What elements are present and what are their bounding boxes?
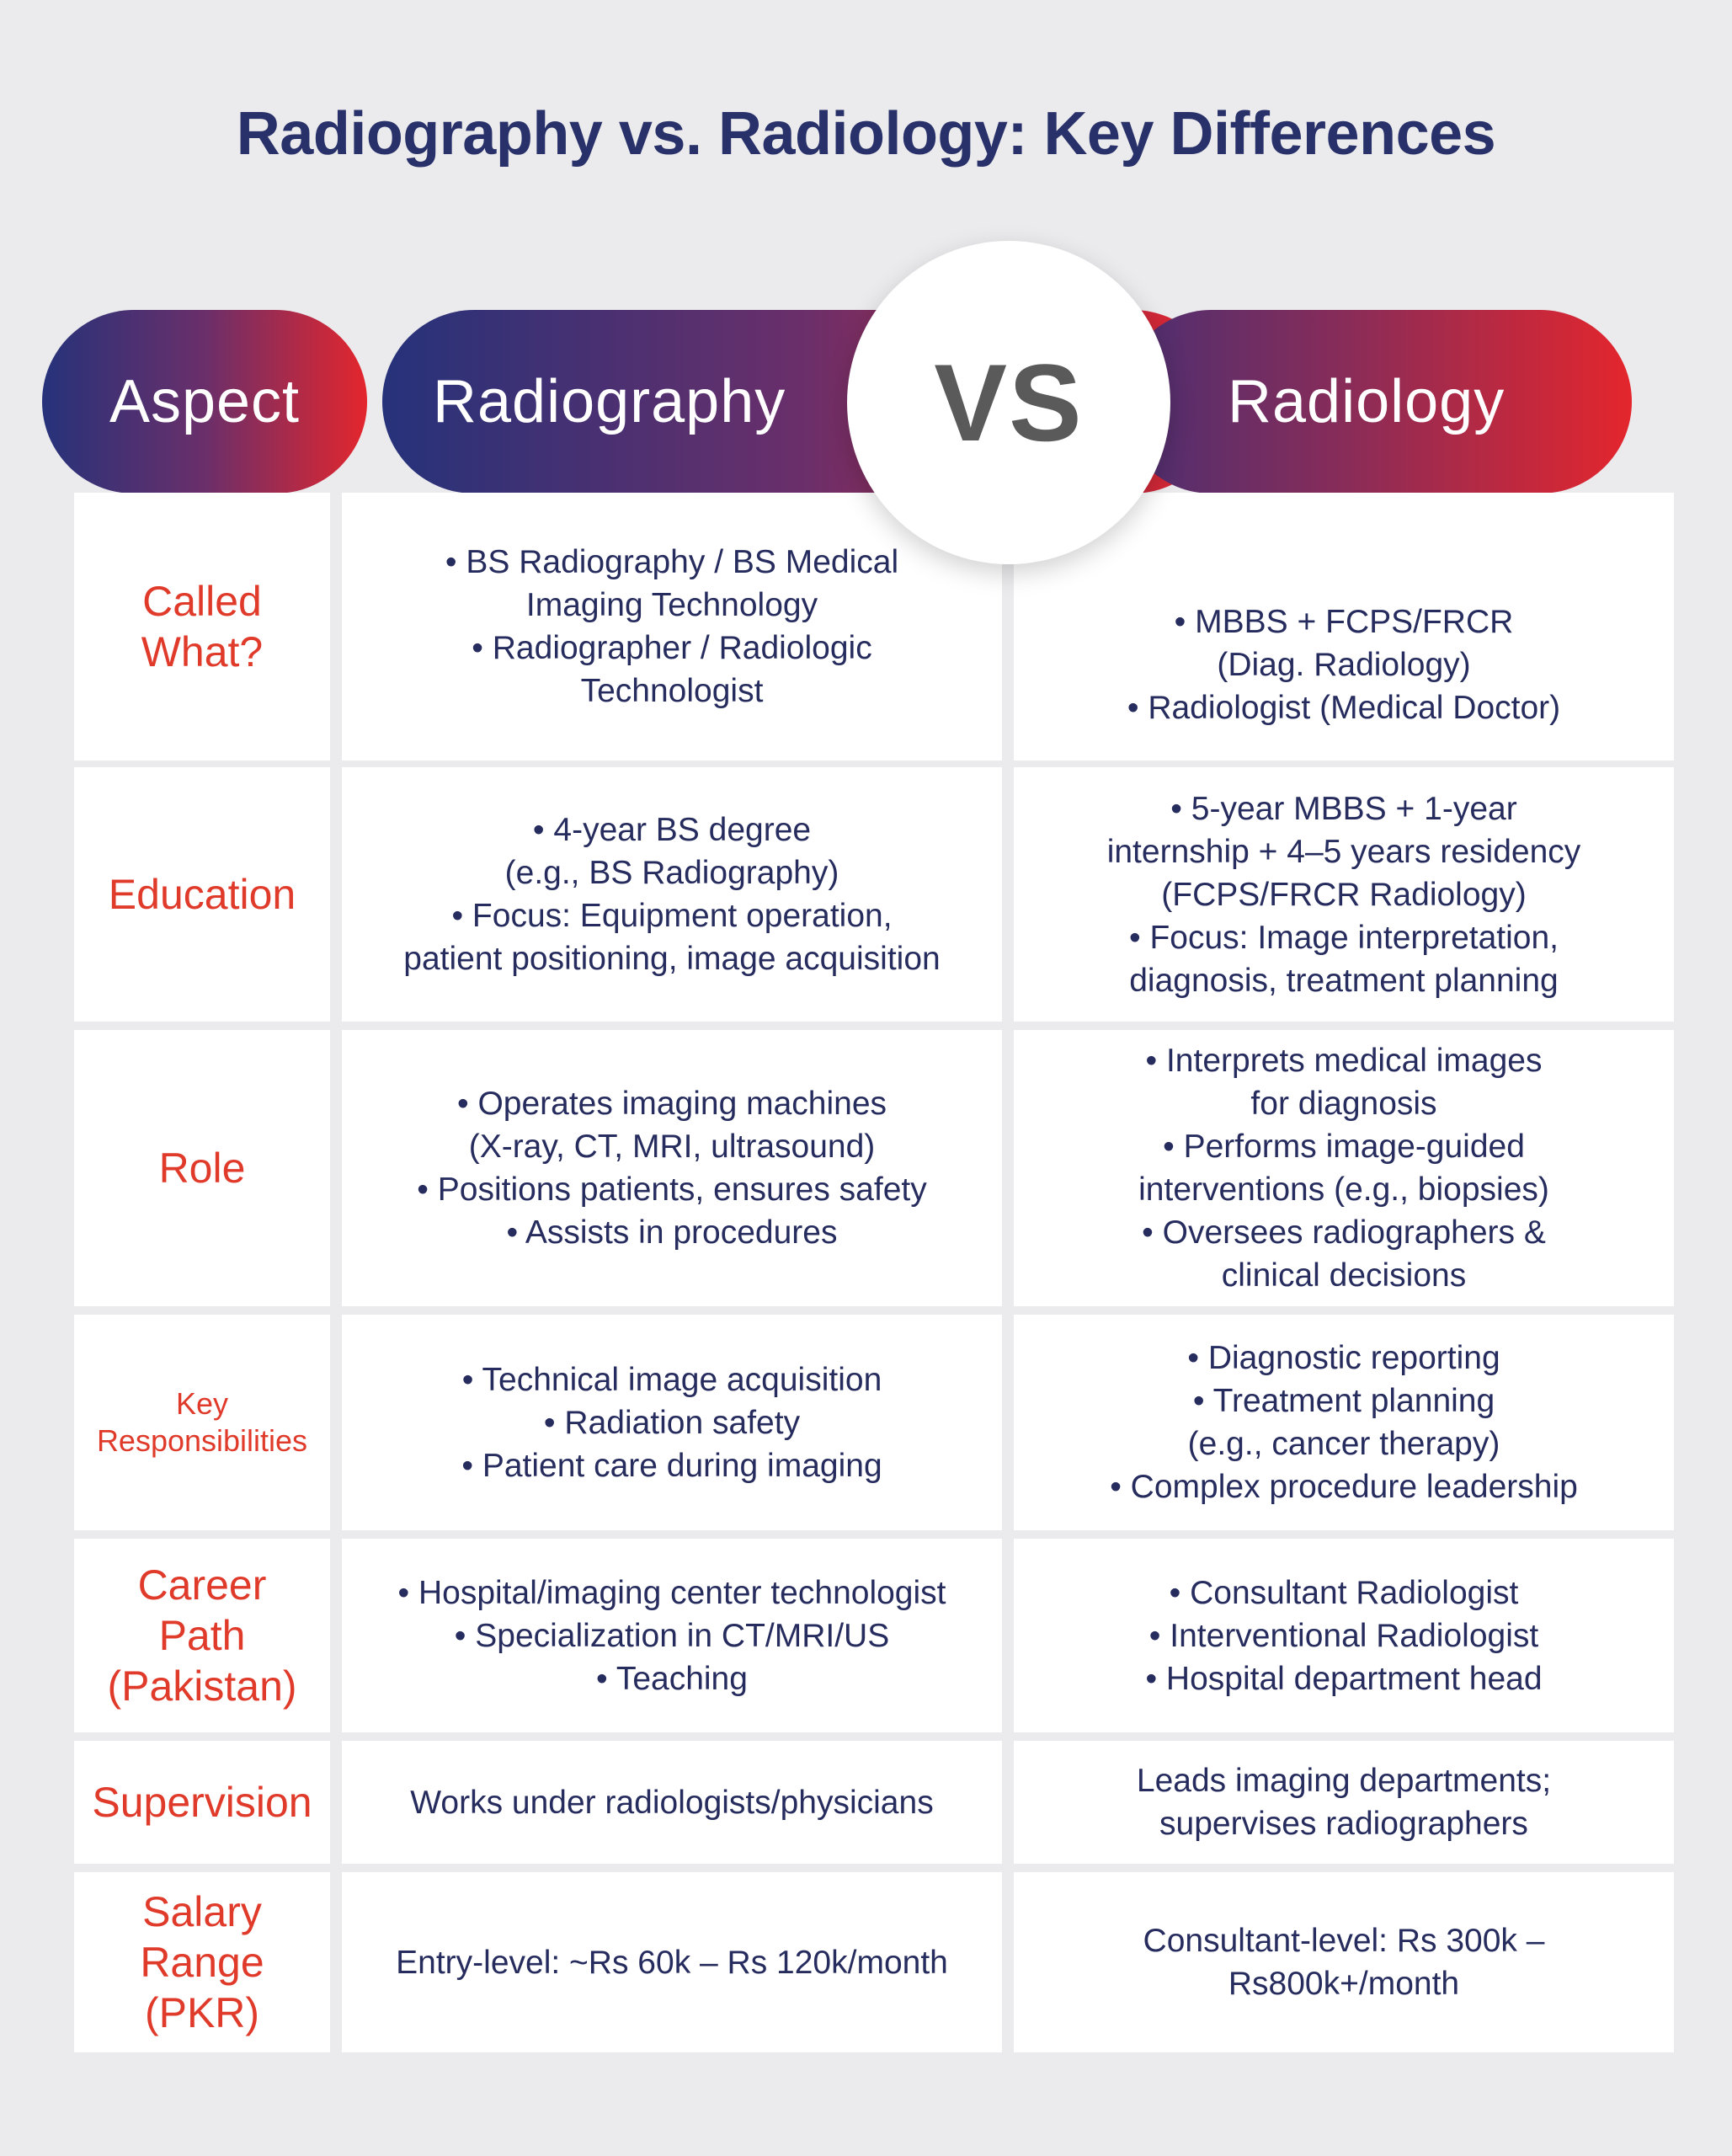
radiography-text: • BS Radiography / BS Medical Imaging Technology • Radiographer / Radiologic Technologist [445, 544, 899, 709]
radiology-cell [1014, 493, 1674, 760]
radiology-cell [1014, 767, 1674, 1022]
table-row-career-path [74, 1539, 1674, 1732]
table-row-called-what [74, 493, 1674, 760]
radiology-cell [1014, 1030, 1674, 1306]
aspect-label: Key Responsibilities [96, 1386, 308, 1458]
radiology-cell [1014, 1315, 1674, 1530]
radiography-text: Works under radiologists/physicians [410, 1784, 934, 1821]
page-title: Radiography vs. Radiology: Key Differences [236, 100, 1496, 168]
table-row-supervision [74, 1741, 1674, 1864]
radiology-text: • Diagnostic reporting • Treatment planning (e.g., cancer therapy) • Complex procedure leadership [1110, 1340, 1578, 1505]
radiography-text: • Operates imaging machines (X-ray, CT, MRI, ultrasound) • Positions patients, ensures safety • Assists in procedures [417, 1086, 927, 1251]
radiology-cell [1014, 1741, 1674, 1864]
radiography-header-label: Radiography [433, 368, 786, 435]
aspect-label: Called What? [141, 578, 264, 675]
radiology-header-pill [1120, 310, 1632, 494]
radiography-cell [342, 767, 1002, 1022]
aspect-cell [74, 1872, 330, 2052]
aspect-label: Role [158, 1145, 246, 1192]
radiology-text: • Consultant Radiologist • Interventional Radiologist • Hospital department head [1145, 1574, 1543, 1697]
aspect-label: Supervision [92, 1779, 312, 1826]
radiography-text: • Technical image acquisition • Radiation safety • Patient care during imaging [461, 1361, 882, 1484]
radiography-cell [342, 1872, 1002, 2052]
vs-label: VS [934, 341, 1084, 464]
radiology-header-label: Radiology [1228, 368, 1506, 435]
aspect-label: Education [108, 871, 296, 918]
aspect-label: Salary Range (PKR) [140, 1888, 264, 2036]
table-row-salary-range [74, 1872, 1674, 2052]
table-row-education [74, 767, 1674, 1022]
radiology-text: • 5-year MBBS + 1-year internship + 4–5 years residency (FCPS/FRCR Radiology) • Focus: Image interpretation, diagnosis, treatment planning [1106, 790, 1581, 999]
vs-badge [847, 241, 1170, 564]
radiology-text: • Interprets medical images for diagnosis • Performs image-guided interventions (e.g., biopsies) • Oversees radiographers & clinical decisions [1138, 1043, 1549, 1294]
aspect-cell [74, 1315, 330, 1530]
aspect-header-pill [42, 310, 367, 494]
table-row-key-responsibilities [74, 1315, 1674, 1530]
aspect-cell [74, 493, 330, 760]
radiology-text: • MBBS + FCPS/FRCR (Diag. Radiology) • Radiologist (Medical Doctor) [1127, 603, 1561, 726]
aspect-cell [74, 767, 330, 1022]
aspect-cell [74, 1539, 330, 1732]
radiology-cell [1014, 1539, 1674, 1732]
radiography-text: • Hospital/imaging center technologist • Specialization in CT/MRI/US • Teaching [397, 1574, 946, 1697]
radiology-text: Leads imaging departments; supervises radiographers [1136, 1763, 1552, 1842]
radiography-text: • 4-year BS degree (e.g., BS Radiography) • Focus: Equipment operation, patient positioning, image acquisition [403, 812, 941, 977]
radiology-cell [1014, 1872, 1674, 2052]
radiography-cell [342, 1539, 1002, 1732]
radiography-text: Entry-level: ~Rs 60k – Rs 120k/month [396, 1944, 948, 1981]
aspect-cell [74, 1030, 330, 1306]
table-row-role [74, 1030, 1674, 1306]
aspect-header-label: Aspect [109, 368, 301, 435]
radiography-cell [342, 1030, 1002, 1306]
aspect-cell [74, 1741, 330, 1864]
aspect-label: Career Path (Pakistan) [107, 1561, 297, 1710]
radiology-text: Consultant-level: Rs 300k – Rs800k+/month [1143, 1923, 1545, 2002]
radiography-cell [342, 1315, 1002, 1530]
radiography-cell [342, 493, 1002, 760]
radiography-cell [342, 1741, 1002, 1864]
